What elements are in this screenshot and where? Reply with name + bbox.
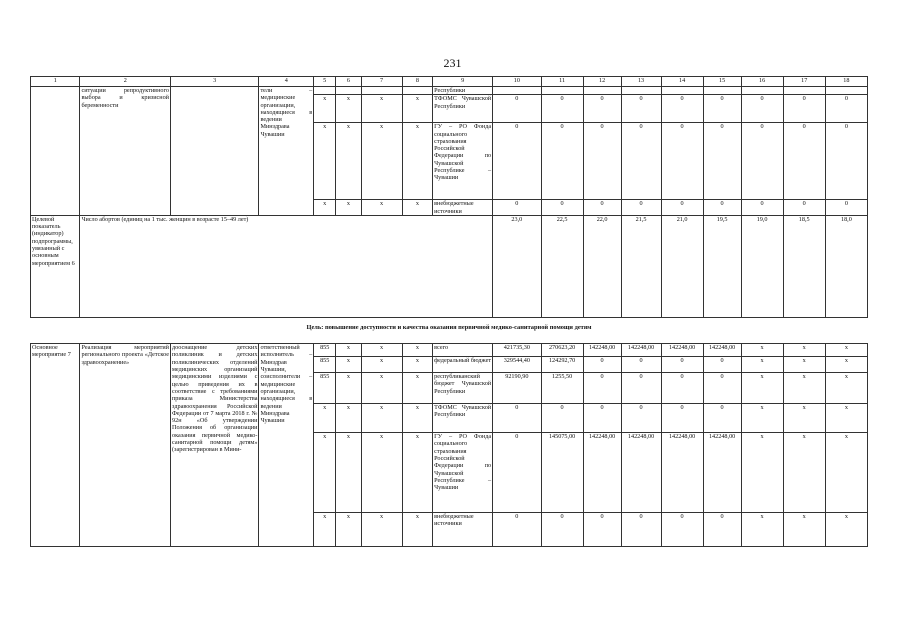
cell-source: ТФОМС Чувашской Республики bbox=[433, 404, 493, 433]
cell-empty bbox=[31, 87, 80, 216]
column-number: 11 bbox=[541, 77, 583, 87]
cell-kbk: x bbox=[361, 123, 402, 200]
cell-value: 0 bbox=[493, 95, 541, 123]
cell-value: 0 bbox=[621, 357, 661, 373]
column-number: 18 bbox=[825, 77, 867, 87]
cell-value: x bbox=[741, 433, 783, 513]
cell-value: 0 bbox=[541, 404, 583, 433]
cell-value: x bbox=[741, 404, 783, 433]
cell-value: 0 bbox=[541, 95, 583, 123]
cell-value: 421735,30 bbox=[493, 344, 541, 357]
cell-indicator-value: 22,0 bbox=[583, 215, 621, 317]
cell-value: 0 bbox=[621, 95, 661, 123]
cell-value: 0 bbox=[661, 123, 703, 200]
cell-value: 0 bbox=[825, 123, 867, 200]
cell-value: 0 bbox=[661, 513, 703, 547]
column-number: 8 bbox=[402, 77, 433, 87]
cell-value: 0 bbox=[583, 123, 621, 200]
cell-kbk: 855 bbox=[314, 344, 336, 357]
cell-value: 142248,00 bbox=[703, 344, 741, 357]
cell-value: 0 bbox=[583, 357, 621, 373]
cell-indicator-value: 21,5 bbox=[621, 215, 661, 317]
cell-event-description: дооснащение детских поликлиник и детских поликлинических отделений медицинских организаций медицинскими изделиями с целью приведения их в соответствие с требованиями приказа Министерства здравоохранения Российской Федерации от 7 марта 2018 г. № 92н «Об утверждении Положения об организации оказания первичной медико-санитарной помощи детям» (зарегистрирован в Мини- bbox=[171, 344, 259, 547]
cell-value: 0 bbox=[493, 200, 541, 216]
cell-value: 0 bbox=[783, 95, 825, 123]
cell-value: x bbox=[741, 373, 783, 404]
cell-value: 142248,00 bbox=[661, 344, 703, 357]
cell-source: внебюджетные источники bbox=[433, 200, 493, 216]
cell-value: x bbox=[741, 344, 783, 357]
cell-value: 0 bbox=[661, 404, 703, 433]
cell-value: 0 bbox=[541, 200, 583, 216]
cell-value: x bbox=[825, 357, 867, 373]
column-number: 3 bbox=[171, 77, 259, 87]
cell-value: 124292,70 bbox=[541, 357, 583, 373]
cell bbox=[336, 87, 361, 95]
column-number: 6 bbox=[336, 77, 361, 87]
cell-value: 0 bbox=[621, 123, 661, 200]
cell-value: x bbox=[783, 513, 825, 547]
cell-source: всего bbox=[433, 344, 493, 357]
cell-value: 0 bbox=[493, 123, 541, 200]
cell-source: внебюджетные источники bbox=[433, 513, 493, 547]
indicator-row bbox=[31, 215, 868, 317]
cell-value: x bbox=[825, 433, 867, 513]
cell-value: x bbox=[741, 357, 783, 373]
cell-value: 0 bbox=[661, 373, 703, 404]
cell-kbk: x bbox=[314, 200, 336, 216]
cell-value: 0 bbox=[493, 433, 541, 513]
cell-kbk: x bbox=[314, 123, 336, 200]
cell-value: 0 bbox=[583, 513, 621, 547]
column-number: 9 bbox=[433, 77, 493, 87]
column-number: 7 bbox=[361, 77, 402, 87]
cell-kbk: x bbox=[361, 373, 402, 404]
cell-value: 0 bbox=[493, 513, 541, 547]
cell-value: 145075,00 bbox=[541, 433, 583, 513]
goal-text: Цель: повышение доступности и качества оказания первичной медико-санитарной помощи детям bbox=[306, 323, 592, 331]
cell-value: 0 bbox=[703, 200, 741, 216]
cell-executor: ответственный исполнитель – Минздрав Чувашии, соисполнители – медицинские организации, находящиеся в ведении Минздрава Чувашии bbox=[259, 344, 314, 547]
cell-value: 329544,40 bbox=[493, 357, 541, 373]
cell-value: 142248,00 bbox=[583, 344, 621, 357]
cell-value: 270623,20 bbox=[541, 344, 583, 357]
cell-value: 0 bbox=[703, 95, 741, 123]
cell-source: ТФОМС Чувашской Республики bbox=[433, 95, 493, 123]
cell-executor: тели – медицинские организации, находящиеся в ведении Минздрава Чувашии bbox=[259, 87, 314, 216]
cell-value: 0 bbox=[661, 357, 703, 373]
page-number: 231 bbox=[443, 56, 462, 70]
cell-source: федеральный бюджет bbox=[433, 357, 493, 373]
cell-kbk: x bbox=[336, 404, 361, 433]
cell-kbk: x bbox=[336, 357, 361, 373]
cell-kbk: x bbox=[361, 200, 402, 216]
cell-indicator-value: 19,5 bbox=[703, 215, 741, 317]
cell-kbk: x bbox=[336, 344, 361, 357]
column-number: 5 bbox=[314, 77, 336, 87]
cell-value: 142248,00 bbox=[703, 433, 741, 513]
cell-value: 92190,90 bbox=[493, 373, 541, 404]
cell-source: ГУ – РО Фонда социального страхования Российской Федерации по Чувашской Республике – Чувашии bbox=[433, 433, 493, 513]
cell-value: 1255,50 bbox=[541, 373, 583, 404]
cell-kbk: x bbox=[402, 357, 433, 373]
cell-value: 0 bbox=[621, 513, 661, 547]
cell-value: 0 bbox=[703, 373, 741, 404]
cell-value: x bbox=[783, 404, 825, 433]
cell-description: ситуации репродуктивного выбора и кризисной беременности bbox=[80, 87, 171, 216]
cell-value: x bbox=[741, 513, 783, 547]
cell-indicator-value: 18,5 bbox=[783, 215, 825, 317]
cell-value: 0 bbox=[583, 200, 621, 216]
cell-kbk: x bbox=[361, 95, 402, 123]
cell-value: x bbox=[825, 513, 867, 547]
cell-value: x bbox=[825, 344, 867, 357]
cell-value: 0 bbox=[583, 404, 621, 433]
cell-kbk: x bbox=[314, 95, 336, 123]
cell-indicator-value: 19,0 bbox=[741, 215, 783, 317]
column-number: 1 bbox=[31, 77, 80, 87]
cell-value: 142248,00 bbox=[621, 433, 661, 513]
cell-indicator-value: 22,5 bbox=[541, 215, 583, 317]
cell-value: x bbox=[783, 344, 825, 357]
cell-value: 0 bbox=[541, 513, 583, 547]
header-row bbox=[31, 77, 868, 87]
column-number: 17 bbox=[783, 77, 825, 87]
column-number: 2 bbox=[80, 77, 171, 87]
cell-kbk: x bbox=[336, 513, 361, 547]
cell-value: 0 bbox=[583, 373, 621, 404]
cell-empty bbox=[171, 87, 259, 216]
cell-value: x bbox=[825, 404, 867, 433]
cell-value: 0 bbox=[741, 200, 783, 216]
cell-source: республиканский бюджет Чувашской Республики bbox=[433, 373, 493, 404]
cell-kbk: x bbox=[336, 95, 361, 123]
cell-value: x bbox=[825, 373, 867, 404]
cell-event-label: Основное мероприятие 7 bbox=[31, 344, 80, 547]
cell-kbk: x bbox=[336, 200, 361, 216]
cell-value: 0 bbox=[621, 404, 661, 433]
goal-row bbox=[31, 317, 868, 343]
cell-kbk: x bbox=[361, 344, 402, 357]
column-number: 13 bbox=[621, 77, 661, 87]
cell-kbk: x bbox=[336, 433, 361, 513]
cell-kbk: x bbox=[402, 344, 433, 357]
cell-source: Республики bbox=[433, 87, 493, 95]
cell-kbk: x bbox=[336, 373, 361, 404]
column-number: 4 bbox=[259, 77, 314, 87]
cell-kbk: x bbox=[402, 404, 433, 433]
cell-value: 0 bbox=[703, 123, 741, 200]
table-row bbox=[31, 344, 868, 357]
cell-kbk: x bbox=[361, 357, 402, 373]
column-number: 12 bbox=[583, 77, 621, 87]
cell-value: 0 bbox=[621, 373, 661, 404]
column-number: 15 bbox=[703, 77, 741, 87]
cell-value: x bbox=[783, 357, 825, 373]
cell-value: 0 bbox=[493, 404, 541, 433]
cell-value: 0 bbox=[621, 200, 661, 216]
cell-value: 0 bbox=[825, 95, 867, 123]
cell-kbk: x bbox=[314, 433, 336, 513]
cell-kbk: x bbox=[402, 373, 433, 404]
column-number: 10 bbox=[493, 77, 541, 87]
cell-kbk: x bbox=[361, 513, 402, 547]
cell-source: ГУ – РО Фонда социального страхования Российской Федерации по Чувашской Республике – Чувашии bbox=[433, 123, 493, 200]
cell-kbk: x bbox=[361, 433, 402, 513]
indicator-label: Целевой показатель (индикатор) подпрограммы, увязанный с основным мероприятием 6 bbox=[31, 215, 80, 317]
cell-value: 142248,00 bbox=[583, 433, 621, 513]
cell-kbk: x bbox=[314, 404, 336, 433]
cell-kbk: 855 bbox=[314, 357, 336, 373]
cell-indicator-value: 18,0 bbox=[825, 215, 867, 317]
cell-value: x bbox=[783, 373, 825, 404]
cell bbox=[361, 87, 402, 95]
cell-kbk: x bbox=[402, 433, 433, 513]
cell-kbk: 855 bbox=[314, 373, 336, 404]
cell bbox=[402, 87, 433, 95]
cell-kbk: x bbox=[402, 95, 433, 123]
cell-value: 0 bbox=[661, 95, 703, 123]
cell-kbk: x bbox=[402, 123, 433, 200]
cell-indicator-value: 23,0 bbox=[493, 215, 541, 317]
cell-value: 0 bbox=[661, 200, 703, 216]
cell-kbk: x bbox=[314, 513, 336, 547]
cell-value: 0 bbox=[541, 123, 583, 200]
cell-value: 0 bbox=[703, 513, 741, 547]
cell-value: 0 bbox=[703, 357, 741, 373]
cell-kbk: x bbox=[336, 123, 361, 200]
column-number: 16 bbox=[741, 77, 783, 87]
cell-value: x bbox=[783, 433, 825, 513]
indicator-text: Число абортов (единиц на 1 тыс. женщин в возрасте 15–49 лет) bbox=[80, 215, 493, 317]
cell-value: 0 bbox=[825, 200, 867, 216]
cell-value: 0 bbox=[783, 200, 825, 216]
cell-value: 0 bbox=[741, 95, 783, 123]
cell-value: 0 bbox=[703, 404, 741, 433]
cell-value: 0 bbox=[783, 123, 825, 200]
cell-value: 142248,00 bbox=[661, 433, 703, 513]
table-row bbox=[31, 87, 868, 95]
cell-kbk: x bbox=[402, 513, 433, 547]
cell-event-title: Реализация мероприятий регионального проекта «Детское здравоохранение» bbox=[80, 344, 171, 547]
cell-value: 0 bbox=[583, 95, 621, 123]
cell-indicator-value: 21,0 bbox=[661, 215, 703, 317]
cell-kbk: x bbox=[402, 200, 433, 216]
program-table bbox=[30, 76, 868, 547]
cell bbox=[314, 87, 336, 95]
cell-value: 142248,00 bbox=[621, 344, 661, 357]
cell-value: 0 bbox=[741, 123, 783, 200]
cell-kbk: x bbox=[361, 404, 402, 433]
column-number: 14 bbox=[661, 77, 703, 87]
